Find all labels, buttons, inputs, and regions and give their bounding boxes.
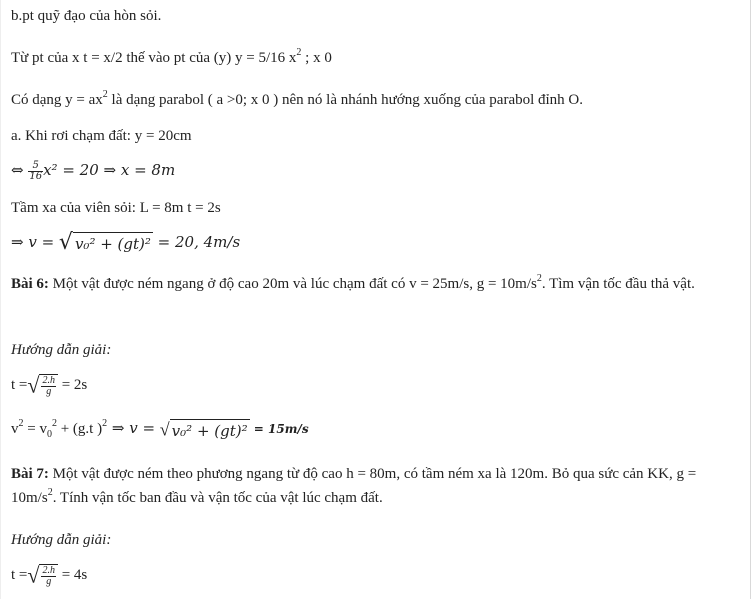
sqrt-2h-g: √ $\frac{2.h}{g}$	[27, 374, 58, 397]
sqrt-expression: √ v₀² + (gt)²	[58, 230, 151, 255]
solution-label-7: Hướng dẫn giải:	[11, 532, 112, 548]
equation-velocity: ⇒ v = √ v₀² + (gt)² = 20, 4m/s	[11, 230, 241, 255]
problem-6: Bài 6: Một vật được ném ngang ở độ cao 20m và lúc chạm đất có v = 25m/s, $g = 10m/s^2$. Tìm vận tốc đầu thả vật.	[11, 273, 695, 292]
equation-t-7: t =√ $\frac{2.h}{g}$ = 4s	[11, 562, 88, 588]
equation-x: ⇔ $\frac{5}{16}$ x² = 20 ⇒ x = 8m	[11, 159, 176, 182]
line-ground-hit: a. Khi rơi chạm đất: y = 20cm	[11, 128, 192, 144]
problem-7: Bài 7: Một vật được ném theo phương ngang từ độ cao h = 80m, có tầm ném xa là 120m. Bỏ qua sức cản KK, $g = 10m/s^2$. Tính vận tốc ban đầu và vận tốc của vật lúc chạm đất.	[11, 466, 697, 506]
equation-v-6: $v^2 = v_0^2 + (g.t$ )$^2$ ⇒ v = √ v₀² + (gt)² = 15m/s	[11, 418, 309, 440]
solution-label-6: Hướng dẫn giải:	[11, 342, 112, 358]
line-range: Tầm xa của viên sỏi: L = 8m t = 2s	[11, 200, 221, 216]
line-parabola-form: Có dạng $y = ax^2$ là dạng parabol ( a >0; x 0 ) nên nó là nhánh hướng xuống của parabol đỉnh O.	[11, 89, 584, 108]
sqrt-2h-g-2: √ $\frac{2.h}{g}$	[27, 564, 58, 587]
sqrt-expression-2: √ v₀² + (gt)²	[159, 419, 248, 440]
equation-t-6: t =√ $\frac{2.h}{g}$ = 2s	[11, 372, 88, 398]
fraction-5-16: $\frac{5}{16}$	[29, 159, 43, 182]
line-trajectory-heading: b.pt quỹ đạo của hòn sỏi.	[11, 8, 162, 24]
line-substitution: Từ pt của x t = x/2 thế vào pt của (y) y = 5/16 $x^2$ ; x 0	[11, 47, 332, 66]
